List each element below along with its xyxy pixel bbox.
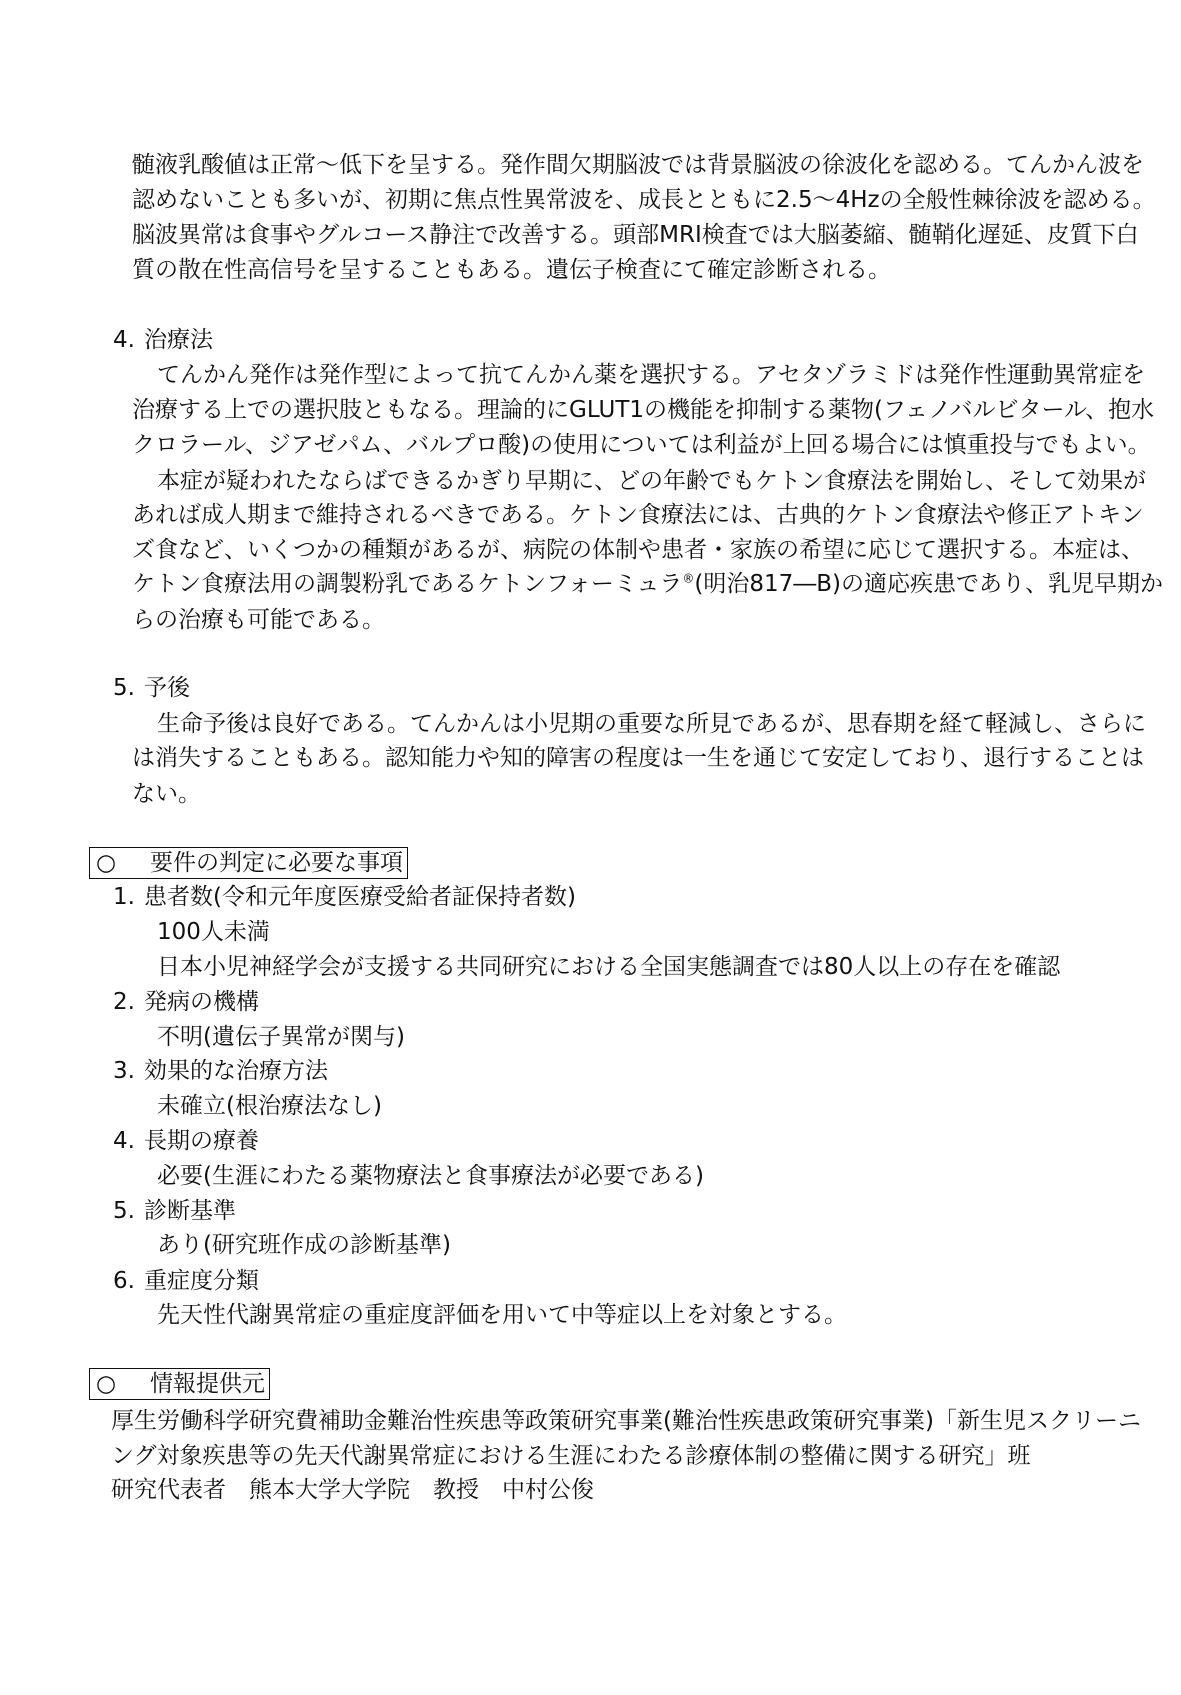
requirements-heading-box [89,847,408,879]
info-source-line: 厚生労働科学研究費補助金難治性疾患等政策研究事業(難治性疾患政策研究事業)「新生児スクリーニ [111,1408,1141,1434]
text-run: (明治817―B)の適応疾患であり、乳児早期か [694,571,1164,597]
text-run [132,571,1163,597]
item-detail: 未確立(根治療法なし) [157,1093,382,1119]
paragraph-line: 治療する上での選択肢ともなる。理論的にGLUT1の機能を抑制する薬物(フェノバルビタール、抱水 [132,397,1155,423]
item-number: 2. [113,989,135,1015]
requirement-item [113,1058,328,1084]
circle-mark: ○ [96,850,117,876]
section-title: 予後 [144,675,190,701]
info-source-heading-box [89,1368,270,1400]
item-detail: 必要(生涯にわたる薬物療法と食事療法が必要である) [157,1163,704,1189]
item-title: 発病の機構 [144,989,259,1015]
item-title: 効果的な治療方法 [144,1058,328,1084]
section-heading-treatment [113,327,213,353]
item-title: 長期の療養 [144,1128,259,1154]
item-title: 重症度分類 [144,1268,259,1294]
item-number: 3. [113,1058,135,1084]
item-number: 5. [113,1198,135,1224]
item-title: 診断基準 [144,1198,236,1224]
paragraph-line: は消失することもある。認知能力や知的障害の程度は一生を通じて安定しており、退行することは [132,745,1144,771]
circle-mark: ○ [96,1371,117,1397]
text-run: ケトン食療法用の調製粉乳であるケトンフォーミュラ [132,571,683,597]
paragraph-line: 質の散在性高信号を呈することもある。遺伝子検査にて確定診断される。 [132,257,891,283]
item-detail: 日本小児神経学会が支援する共同研究における全国実態調査では80人以上の存在を確認 [157,954,1061,980]
paragraph-line: 脳波異常は食事やグルコース静注で改善する。頭部MRI検査では大脳萎縮、髄鞘化遅延、皮質下白 [132,222,1139,248]
requirement-item [113,1128,259,1154]
section-number: 4. [113,327,135,353]
info-source-line: 研究代表者 熊本大学大学院 教授 中村公俊 [111,1477,594,1503]
paragraph-line: クロラール、ジアゼパム、バルプロ酸)の使用については利益が上回る場合には慎重投与でもよい。 [132,432,1151,458]
paragraph-line: 本症が疑われたならばできるかぎり早期に、どの年齢でもケトン食療法を開始し、そして効果が [157,468,1146,494]
requirement-item [113,989,259,1015]
info-source-line: ング対象疾患等の先天代謝異常症における生涯にわたる診療体制の整備に関する研究」班 [111,1443,1031,1469]
item-detail: あり(研究班作成の診断基準) [157,1232,451,1258]
requirement-item [113,1268,259,1294]
paragraph-line: らの治療も可能である。 [132,607,385,633]
paragraph-line: てんかん発作は発作型によって抗てんかん薬を選択する。アセタゾラミドは発作性運動異常症を [157,362,1146,388]
paragraph-line: 生命予後は良好である。てんかんは小児期の重要な所見であるが、思春期を経て軽減し、さらに [157,711,1146,737]
section-number: 5. [113,675,135,701]
requirements-heading: 要件の判定に必要な事項 [150,850,403,876]
item-detail: 100人未満 [157,919,270,945]
item-detail: 先天性代謝異常症の重症度評価を用いて中等症以上を対象とする。 [157,1302,847,1328]
item-number: 6. [113,1268,135,1294]
info-source-heading: 情報提供元 [150,1371,265,1397]
item-number: 1. [113,884,135,910]
paragraph-line: ない。 [132,781,201,807]
paragraph-line: 認めないことも多いが、初期に焦点性異常波を、成長とともに2.5～4Hzの全般性棘徐波を認める。 [132,187,1156,213]
item-detail: 不明(遺伝子異常が関与) [157,1024,405,1050]
item-title: 患者数(令和元年度医療受給者証保持者数) [144,884,576,910]
requirement-item [113,884,576,910]
paragraph-line [132,571,1164,597]
requirement-item [113,1198,236,1224]
registered-mark: ® [682,571,695,586]
item-number: 4. [113,1128,135,1154]
section-title: 治療法 [144,327,213,353]
paragraph-line: ズ食など、いくつかの種類があるが、病院の体制や患者・家族の希望に応じて選択する。本症は、 [132,537,1144,563]
section-heading-prognosis [113,675,190,701]
paragraph-line: 髄液乳酸値は正常～低下を呈する。発作間欠期脳波では背景脳波の徐波化を認める。てんかん波を [132,152,1144,178]
paragraph-line: あれば成人期まで維持されるべきである。ケトン食療法には、古典的ケトン食療法や修正アトキン [132,502,1144,528]
